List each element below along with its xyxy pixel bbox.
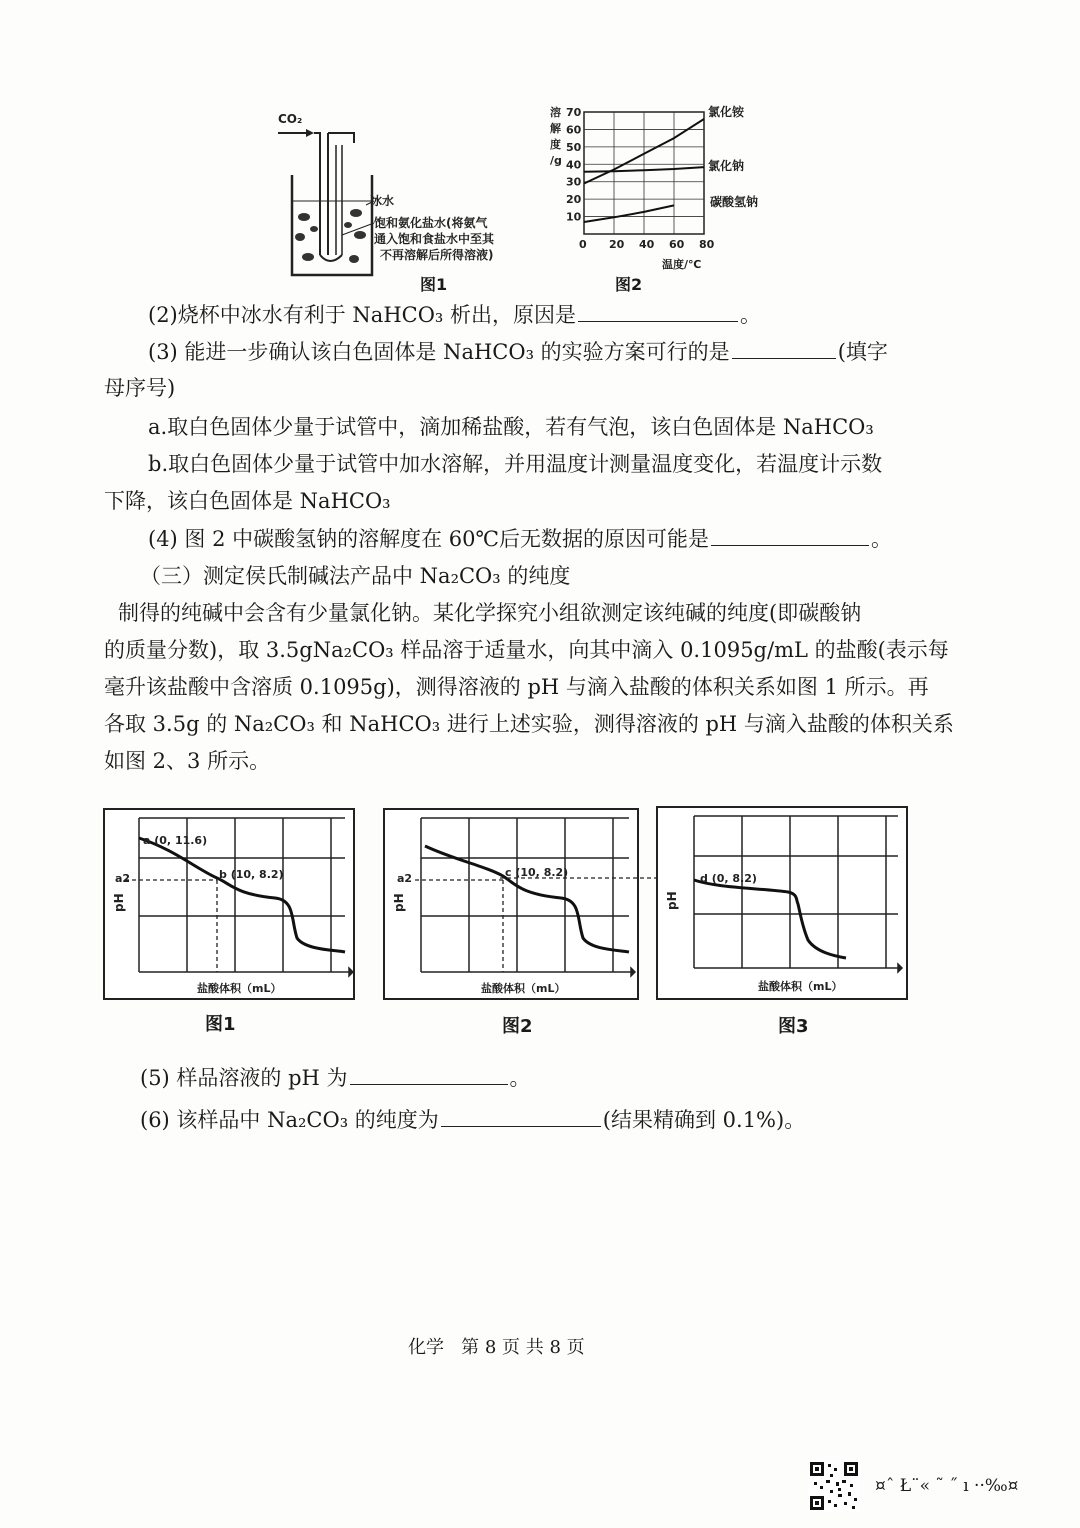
- paragraph-line-4: 各取 3.5g 的 Na₂CO₃ 和 NaHCO₃ 进行上述实验，测得溶液的 pH 与滴入盐酸的体积关系: [104, 712, 954, 736]
- solubility-chart: [540, 100, 790, 290]
- ylabel-char: 溶: [550, 106, 561, 119]
- q5-answer-blank[interactable]: [350, 1064, 508, 1085]
- q3-continuation: 母序号): [104, 376, 176, 400]
- ph-plot-1-caption: 图1: [205, 1014, 236, 1035]
- ylabel-char: 度: [550, 138, 561, 151]
- solubility-xticks: [579, 238, 715, 251]
- solubility-xlabel: 温度/℃: [662, 258, 702, 271]
- q2-end: 。: [740, 303, 762, 327]
- ph-ylabel-3: pH: [665, 891, 679, 910]
- series-label-nahco3: 碳酸氢钠: [710, 195, 759, 209]
- ytick-label: 60: [566, 123, 582, 137]
- ph-curve-1: [139, 838, 345, 952]
- paragraph-line-3: 毫升该盐酸中含溶质 0.1095g)，测得溶液的 pH 与滴入盐酸的体积关系如图 1 所示。再: [104, 675, 929, 699]
- ph-xlabel-1: 盐酸体积（mL）: [197, 982, 282, 995]
- xtick-label: 0: [579, 238, 587, 251]
- q2-answer-blank[interactable]: [578, 301, 738, 322]
- garbled-watermark-text: ¤ˆ Ł¨« ˜ ˝ ı ··‰¤: [875, 1476, 1019, 1496]
- ph-curve-2: [425, 846, 629, 952]
- q3-text: (3) 能进一步确认该白色固体是 NaHCO₃ 的实验方案可行的是: [148, 340, 730, 364]
- paragraph-line-5: 如图 2、3 所示。: [104, 749, 271, 773]
- ph-plot-1-svg: [105, 810, 353, 998]
- a2-label-2: a2: [397, 872, 413, 885]
- series-line-2: [584, 205, 674, 222]
- q4-answer-blank[interactable]: [711, 525, 869, 546]
- paragraph-line-2: 的质量分数)，取 3.5gNa₂CO₃ 样品溶于适量水，向其中滴入 0.1095g/mL 的盐酸(表示每: [104, 638, 949, 662]
- figure-solubility: [540, 100, 790, 290]
- q4-end: 。: [871, 527, 893, 551]
- ph-plot-1: [103, 808, 355, 1000]
- xtick-label: 20: [609, 238, 625, 251]
- co2-label: CO₂: [278, 112, 303, 126]
- ph-plot-2: [383, 808, 639, 1000]
- ylabel-char: 解: [550, 122, 561, 135]
- question-5: [140, 1063, 531, 1093]
- point-b: b (10, 8.2): [219, 868, 284, 881]
- xtick-label: 60: [669, 238, 685, 251]
- apparatus-diagram: [270, 105, 530, 295]
- series-label-nacl: 氯化钠: [708, 159, 745, 173]
- question-6: [140, 1105, 805, 1135]
- q5-text: (5) 样品溶液的 pH 为: [140, 1066, 348, 1090]
- q3-option-b-line1: b.取白色固体少量于试管中加水溶解，并用温度计测量温度变化，若温度计示数: [148, 452, 883, 476]
- point-d: d (0, 8.2): [700, 872, 757, 885]
- ytick-label: 10: [566, 210, 582, 224]
- figure-apparatus: [270, 105, 530, 295]
- q5-end: 。: [509, 1066, 531, 1090]
- ph-plot-3-svg: [658, 808, 906, 998]
- ice-water-label: 冰水: [370, 194, 395, 208]
- q6-text: (6) 该样品中 Na₂CO₃ 的纯度为: [140, 1108, 439, 1132]
- ph-curve-3: [694, 880, 846, 958]
- ytick-label: 20: [566, 193, 582, 207]
- ytick-label: 40: [566, 158, 582, 172]
- series-label-nh4cl: 氯化铵: [708, 105, 745, 119]
- a2-label: a2: [115, 872, 131, 885]
- q4-text: (4) 图 2 中碳酸氢钠的溶解度在 60℃后无数据的原因可能是: [148, 527, 710, 551]
- ph-plot-2-caption: 图2: [502, 1016, 533, 1037]
- q3-text-b: (填字: [837, 340, 888, 364]
- section-3-heading: （三）测定侯氏制碱法产品中 Na₂CO₃ 的纯度: [140, 564, 571, 588]
- solution-label-1: 饱和氨化盐水(将氨气: [374, 216, 488, 230]
- solubility-ylabel: [550, 105, 562, 167]
- point-a: a (0, 11.6): [143, 834, 208, 847]
- ytick-label: 30: [566, 175, 582, 189]
- question-2: [148, 300, 761, 330]
- question-3: [148, 337, 888, 367]
- ph-plot-3-caption: 图3: [778, 1016, 809, 1037]
- ytick-label: 50: [566, 140, 582, 154]
- ph-plot-2-svg: [385, 810, 637, 998]
- qr-code-icon: [808, 1460, 860, 1512]
- page-footer: 化学 第 8 页 共 8 页: [408, 1337, 585, 1358]
- solution-label-2: 通入饱和食盐水中至其: [374, 232, 495, 246]
- q6-answer-blank[interactable]: [441, 1106, 601, 1127]
- ytick-label: 70: [566, 106, 582, 119]
- fig1-caption: 图1: [420, 275, 448, 294]
- point-c: c (10, 8.2): [505, 866, 569, 879]
- fig2-caption: 图2: [615, 275, 643, 294]
- ph-xlabel-3: 盐酸体积（mL）: [758, 980, 843, 993]
- ph-ylabel-2: pH: [392, 893, 406, 912]
- q3-answer-blank[interactable]: [732, 338, 836, 359]
- xtick-label: 80: [699, 238, 715, 251]
- q6-end: (结果精确到 0.1%)。: [602, 1108, 806, 1132]
- ph-ylabel-1: pH: [112, 893, 126, 912]
- paragraph-line-1: 制得的纯碱中会含有少量氯化钠。某化学探究小组欲测定该纯碱的纯度(即碳酸钠: [118, 601, 862, 625]
- q3-option-b-line2: 下降，该白色固体是 NaHCO₃: [104, 489, 391, 513]
- question-4: [148, 524, 892, 554]
- q2-text: (2)烧杯中冰水有利于 NaHCO₃ 析出，原因是: [148, 303, 577, 327]
- q3-option-a: a.取白色固体少量于试管中，滴加稀盐酸，若有气泡，该白色固体是 NaHCO₃: [148, 415, 874, 439]
- ice-blobs: [295, 209, 366, 263]
- ph-plot-3: [656, 806, 908, 1000]
- ph-xlabel-2: 盐酸体积（mL）: [481, 982, 566, 995]
- solubility-yticks: [566, 106, 582, 224]
- ylabel-char: /g: [550, 154, 562, 167]
- xtick-label: 40: [639, 238, 655, 251]
- solution-label-3: 不再溶解后所得溶液): [380, 248, 494, 262]
